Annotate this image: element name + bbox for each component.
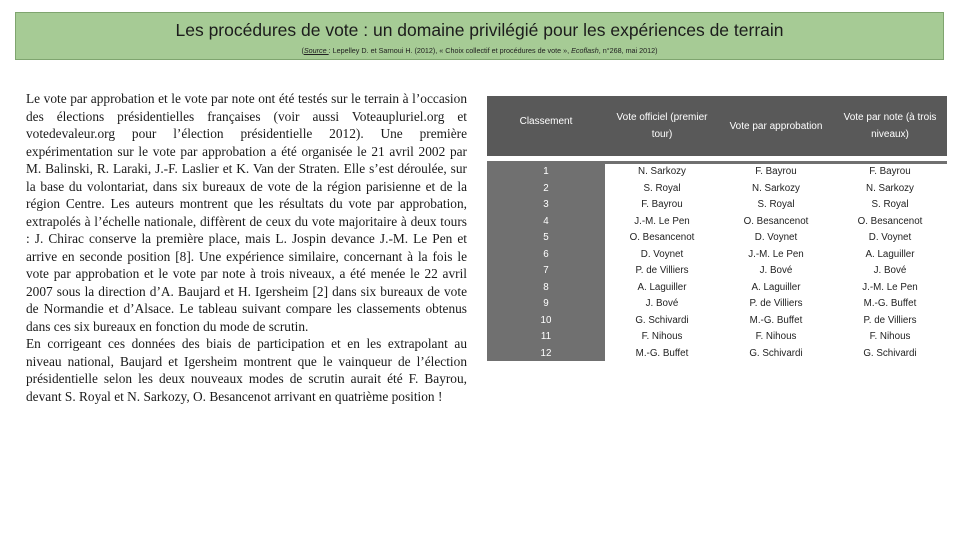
rank-cell: 12 xyxy=(540,347,552,359)
header-vote-approbation: Vote par approbation xyxy=(729,120,823,132)
source-label: Source xyxy=(303,46,329,55)
rank-cell: 5 xyxy=(543,232,549,243)
header-divider xyxy=(487,156,947,161)
official-cells xyxy=(605,164,719,362)
official-cell: A. Laguiller xyxy=(637,281,687,293)
rating-cell: J.-M. Le Pen xyxy=(862,281,918,293)
approval-cell: N. Sarkozy xyxy=(752,182,800,194)
rating-cell: F. Nihous xyxy=(869,331,911,342)
approval-cell: O. Besancenot xyxy=(743,215,809,227)
header-vote-note: Vote par note (à trois niveaux) xyxy=(843,112,937,140)
official-cell: M.-G. Buffet xyxy=(635,347,689,359)
rank-cell: 3 xyxy=(543,199,549,210)
approval-cell: P. de Villiers xyxy=(749,298,803,309)
rating-cell: N. Sarkozy xyxy=(866,182,914,194)
rank-cell: 2 xyxy=(543,182,549,194)
approval-cell: A. Laguiller xyxy=(751,281,801,293)
body-text xyxy=(26,90,467,405)
rank-cell: 8 xyxy=(543,281,549,293)
rank-cell: 7 xyxy=(543,265,549,276)
source-end: , n°268, mai 2012) xyxy=(598,46,658,55)
source-journal: Ecoflash xyxy=(571,46,599,55)
title-banner xyxy=(15,12,944,60)
approval-cell: G. Schivardi xyxy=(749,347,803,359)
approval-column xyxy=(719,164,833,362)
approval-cell: J. Bové xyxy=(759,265,793,276)
rating-cell: S. Royal xyxy=(871,199,909,210)
rank-cell: 9 xyxy=(543,298,549,309)
rating-cell: M.-G. Buffet xyxy=(863,298,917,309)
official-cell: N. Sarkozy xyxy=(638,166,686,177)
official-cell: F. Bayrou xyxy=(641,199,683,210)
rating-column xyxy=(833,164,947,362)
rank-cell: 11 xyxy=(540,331,552,342)
rank-cell: 4 xyxy=(543,215,549,227)
page-title: Les procédures de vote : un domaine privilégié pour les expériences de terrain xyxy=(175,20,784,40)
rating-cell: D. Voynet xyxy=(868,232,912,243)
approval-cell: J.-M. Le Pen xyxy=(748,248,804,260)
header-classement: Classement xyxy=(519,116,573,127)
official-cell: P. de Villiers xyxy=(635,265,689,276)
approval-cell: F. Nihous xyxy=(755,331,797,342)
official-cell: G. Schivardi xyxy=(635,314,689,326)
paragraph-1: Le vote par approbation et le vote par note ont été testés sur le terrain à l’occasion des élections présidentielles françaises (voir aussi Voteaupluriel.org et votedevaleur.org pour l’élection présidentielle 2012). Une première expérimentation sur le vote par approbation a été organisée le 21 avril 2002 par M. Balinski, R. Laraki, J.-F. Laslier et K. Van der Straten. Elle s’est déroulée, sur la base du volontariat, dans six bureaux de vote de la région parisienne et de la région Centre. Les auteurs montrent que les résultats du vote par approbation, extrapolés à l’échelle nationale, diffèrent de ceux du vote majoritaire à deux tours : J. Chirac conserve la première place, mais L. Jospin devance J.-M. Le Pen et arrive en seconde position [8]. Une expérience similaire, concernant à la fois le vote par approbation et le vote par note à trois niveaux, a été menée le 22 avril 2007 sous la direction d’A. Baujard et H. Igersheim [2] dans six bureaux de vote de Normandie et d’Alsace. Le tableau suivant compare les classements obtenus dans ces six bureaux en fonction du mode de scrutin. xyxy=(26,91,467,334)
official-cell: J. Bové xyxy=(645,298,679,309)
official-cell: S. Royal xyxy=(643,182,681,194)
rank-cell: 1 xyxy=(543,166,549,177)
approval-cell: M.-G. Buffet xyxy=(749,314,803,326)
official-cell: D. Voynet xyxy=(640,248,684,260)
source-text: : Lepelley D. et Sarnoui H. (2012), « Choix collectif et procédures de vote », xyxy=(328,46,572,55)
paragraph-2: En corrigeant ces données des biais de participation et en les extrapolant au niveau national, Baujard et Igersheim montrent que le vainqueur de l’élection présidentielle selon les deux nouveaux modes de scrutin aurait été F. Bayrou, devant S. Royal et N. Sarkozy, O. Besancenot arrivant en quatrième position ! xyxy=(26,336,467,404)
approval-cell: D. Voynet xyxy=(754,232,798,243)
official-cell: J.-M. Le Pen xyxy=(634,215,690,227)
approval-cell: F. Bayrou xyxy=(755,166,797,177)
official-cell: O. Besancenot xyxy=(629,232,695,243)
rank-cell: 6 xyxy=(543,248,549,260)
rating-cell: O. Besancenot xyxy=(857,215,923,227)
official-cell: F. Nihous xyxy=(641,331,683,342)
rating-cell: G. Schivardi xyxy=(863,347,917,359)
source-citation: (Source : Lepelley D. et Sarnoui H. (2012), « Choix collectif et procédures de vote », Ecoflash, n°268, mai 2012) xyxy=(301,46,658,55)
rating-cell: J. Bové xyxy=(873,265,907,276)
rating-cell: P. de Villiers xyxy=(863,314,917,326)
rank-cell: 10 xyxy=(540,314,552,326)
approval-cell: S. Royal xyxy=(757,199,795,210)
header-vote-officiel: Vote officiel (premier tour) xyxy=(616,112,708,140)
rating-cell: A. Laguiller xyxy=(865,248,915,260)
results-table xyxy=(487,96,947,361)
rank-column xyxy=(487,164,605,362)
table-header xyxy=(487,96,947,156)
rating-cell: F. Bayrou xyxy=(869,166,911,177)
